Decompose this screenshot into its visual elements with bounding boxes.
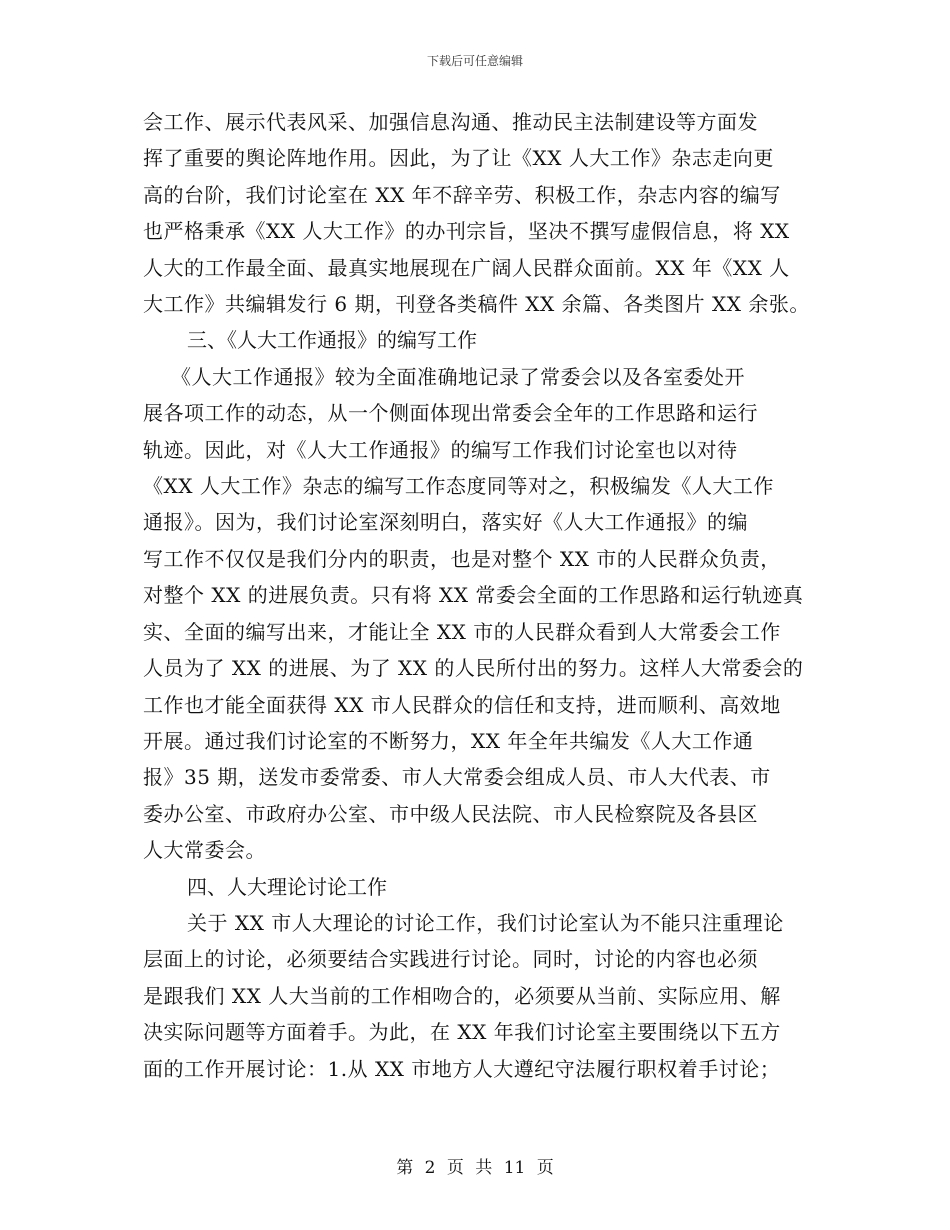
text-line: 挥了重要的舆论阵地作用。因此，为了让《XX 人大工作》杂志走向更 — [143, 146, 774, 171]
document-body — [143, 104, 813, 1087]
text-line: 人大的工作最全面、最真实地展现在广阔人民群众面前。XX 年《XX 人 — [143, 255, 790, 280]
text-line: 通报》。因为，我们讨论室深刻明白，落实好《人大工作通报》的编 — [143, 510, 748, 535]
text-line: 高的台阶，我们讨论室在 XX 年不辞辛劳、积极工作，杂志内容的编写 — [143, 182, 781, 207]
text-line: 是跟我们 XX 人大当前的工作相吻合的，必须要从当前、实际应用、解 — [143, 983, 781, 1008]
text-line: 关于 XX 市人大理论的讨论工作，我们讨论室认为不能只注重理论 — [187, 910, 784, 935]
text-line: 工作也才能全面获得 XX 市人民群众的信任和支持，进而顺利、高效地 — [143, 692, 781, 717]
page-number: 第 2 页 共 11 页 — [396, 1158, 554, 1178]
text-line: 报》35 期，送发市委常委、市人大常委会组成人员、市人大代表、市 — [143, 765, 771, 790]
text-line: 人员为了 XX 的进展、为了 XX 的人民所付出的努力。这样人大常委会的 — [143, 656, 804, 681]
text-line: 决实际问题等方面着手。为此，在 XX 年我们讨论室主要围绕以下五方 — [143, 1020, 781, 1045]
text-line: 大工作》共编辑发行 6 期，刊登各类稿件 XX 余篇、各类图片 XX 余张。 — [143, 292, 810, 317]
text-line: 《人大工作通报》较为全面准确地记录了常委会以及各室委处开 — [171, 364, 745, 389]
text-line: 会工作、展示代表风采、加强信息沟通、推动民主法制建设等方面发 — [143, 110, 758, 134]
text-line: 实、全面的编写出来，才能让全 XX 市的人民群众看到人大常委会工作 — [143, 619, 781, 644]
section-heading: 三、《人大工作通报》的编写工作 — [187, 328, 477, 353]
section-heading: 四、人大理论讨论工作 — [187, 874, 387, 899]
text-line: 层面上的讨论，必须要结合实践进行讨论。同时，讨论的内容也必须 — [143, 947, 758, 972]
text-line: 写工作不仅仅是我们分内的职责，也是对整个 XX 市的人民群众负责， — [143, 546, 781, 571]
text-line: 《XX 人大工作》杂志的编写工作态度同等对之，积极编发《人大工作 — [143, 474, 774, 499]
text-line: 开展。通过我们讨论室的不断努力，XX 年全年共编发《人大工作通 — [143, 728, 754, 753]
text-line: 面的工作开展讨论：1.从 XX 市地方人大遵纪守法履行职权着手讨论； — [143, 1056, 781, 1081]
text-line: 也严格秉承《XX 人大工作》的办刊宗旨，坚决不撰写虚假信息，将 XX — [143, 219, 790, 244]
text-line: 对整个 XX 的进展负责。只有将 XX 常委会全面的工作思路和运行轨迹真 — [143, 583, 804, 608]
text-line: 轨迹。因此，对《人大工作通报》的编写工作我们讨论室也以对待 — [143, 437, 738, 462]
page-header: 下载后可任意编辑 — [426, 54, 523, 68]
text-line: 委办公室、市政府办公室、市中级人民法院、市人民检察院及各县区 — [143, 801, 758, 826]
text-line: 展各项工作的动态，从一个侧面体现出常委会全年的工作思路和运行 — [143, 401, 758, 426]
text-line: 人大常委会。 — [143, 838, 266, 863]
